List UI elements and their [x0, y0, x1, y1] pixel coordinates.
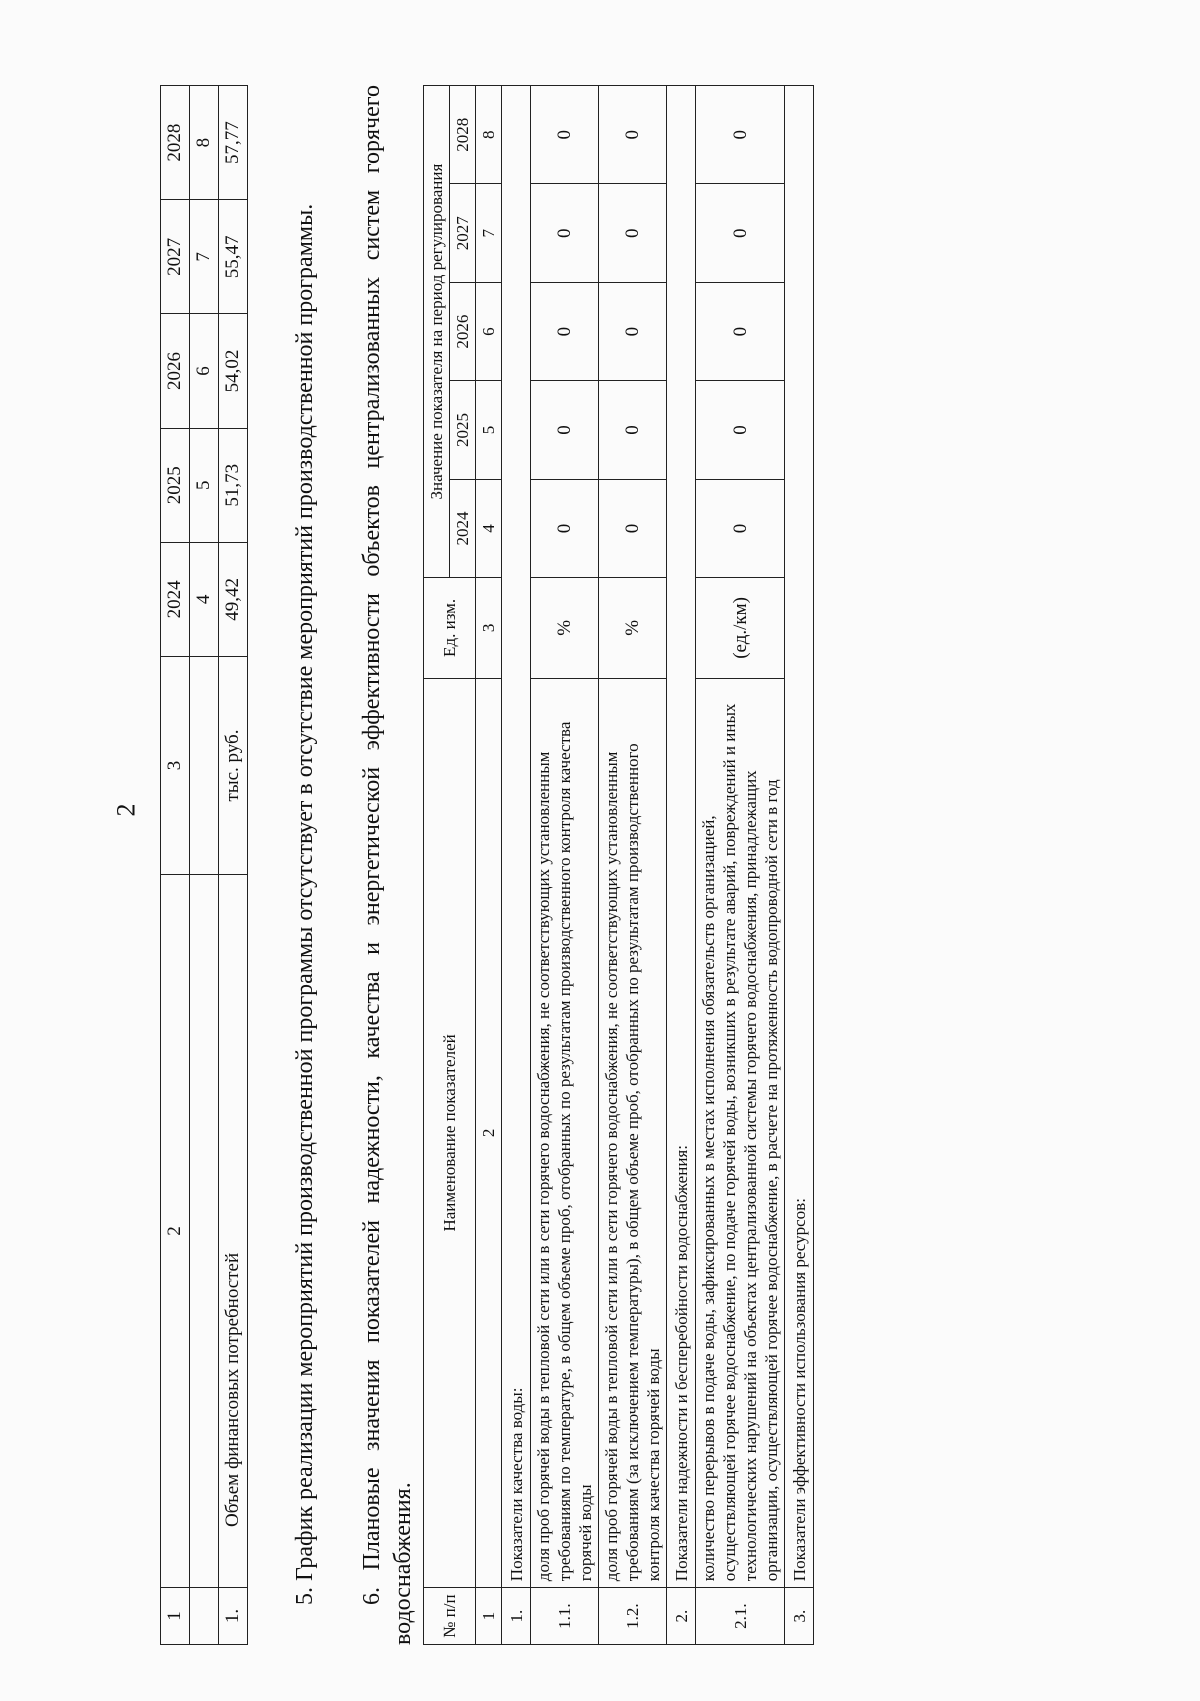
indicator-value: 0	[599, 184, 667, 282]
index-cell: 4	[476, 479, 502, 577]
table-row	[531, 86, 599, 1645]
index-cell: 8	[476, 86, 502, 184]
header-year: 2026	[450, 282, 476, 380]
table-header-row	[424, 86, 450, 1645]
row-value: 55,47	[219, 200, 248, 314]
row-name: Объем финансовых потребностей	[219, 875, 248, 1588]
row-number: 1.	[502, 1588, 531, 1645]
table-row	[696, 86, 785, 1645]
section-6-paragraph: 6. Плановые значения показателей надежности, качества и энергетической эффективности объектов централизованных систем горячего водоснабжения.	[359, 85, 416, 1645]
indicator-name: доля проб горячей воды в тепловой сети или в сети горячего водоснабжения, не соответствующих установленным требованиям (за исключением температуры), в общем объеме проб, отобранных по результатам производственного контроля качества горячей воды	[599, 678, 667, 1588]
row-number: 1.	[219, 1588, 248, 1645]
page-number: 2	[111, 803, 141, 817]
row-number: 3.	[785, 1588, 814, 1645]
indicator-value: 0	[696, 184, 785, 282]
indicator-unit: %	[599, 578, 667, 678]
row-value: 57,77	[219, 86, 248, 200]
header-cell: 2026	[161, 314, 190, 428]
indicator-value: 0	[531, 381, 599, 479]
indicator-value: 0	[531, 86, 599, 184]
index-cell: 6	[190, 314, 219, 428]
row-number: 1.1.	[531, 1588, 599, 1645]
row-number: 2.	[667, 1588, 696, 1645]
indicator-unit: %	[531, 578, 599, 678]
header-num: № п/п	[424, 1588, 476, 1645]
finance-table	[160, 85, 248, 1645]
indicator-value: 0	[599, 381, 667, 479]
index-cell: 6	[476, 282, 502, 380]
header-cell: 2027	[161, 200, 190, 314]
row-number: 2.1.	[696, 1588, 785, 1645]
header-unit: Ед. изм.	[424, 578, 476, 678]
index-cell: 5	[190, 428, 219, 542]
index-cell: 1	[476, 1588, 502, 1645]
table-index-row	[476, 86, 502, 1645]
header-cell: 2028	[161, 86, 190, 200]
section-title: Показатели надежности и бесперебойности водоснабжения:	[667, 86, 696, 1588]
row-value: 51,73	[219, 428, 248, 542]
header-cell: 1	[161, 1588, 190, 1645]
table-index-row	[190, 86, 219, 1645]
index-cell	[190, 657, 219, 875]
indicator-value: 0	[531, 184, 599, 282]
header-cell: 2024	[161, 542, 190, 656]
indicator-name: количество перерывов в подаче воды, зафиксированных в местах исполнения обязательств организацией, осуществляющей горячее водоснабжение, по подаче горячей воды, возникших в результате аварий, повреждений и иных технологических нарушений на объектах централизованной системы горячего водоснабжения, принадлежащих организации, осуществляющей горячее водоснабжение, в расчете на протяженность водопроводной сети в год	[696, 678, 785, 1588]
row-value: 49,42	[219, 542, 248, 656]
row-value: 54,02	[219, 314, 248, 428]
row-unit: тыс. руб.	[219, 657, 248, 875]
row-number: 1.2.	[599, 1588, 667, 1645]
table-header-row	[161, 86, 190, 1645]
index-cell: 5	[476, 381, 502, 479]
rotated-content	[160, 85, 1160, 1645]
header-year: 2024	[450, 479, 476, 577]
indicator-value: 0	[696, 86, 785, 184]
index-cell: 7	[190, 200, 219, 314]
index-cell: 2	[476, 678, 502, 1588]
indicator-value: 0	[531, 479, 599, 577]
index-cell: 3	[476, 578, 502, 678]
index-cell: 7	[476, 184, 502, 282]
indicator-value: 0	[599, 479, 667, 577]
table-row	[219, 86, 248, 1645]
indicator-value: 0	[599, 86, 667, 184]
section-5-paragraph: 5. График реализации мероприятий производственной программы отсутствует в отсутствие мероприятий производственной программы.	[292, 203, 318, 1605]
indicators-table	[423, 85, 814, 1645]
header-year: 2028	[450, 86, 476, 184]
section-row	[785, 86, 814, 1645]
index-cell: 8	[190, 86, 219, 200]
header-cell: 3	[161, 657, 190, 875]
header-period: Значение показателя на период регулирования	[424, 86, 450, 578]
index-cell: 4	[190, 542, 219, 656]
indicator-value: 0	[696, 479, 785, 577]
header-year: 2025	[450, 381, 476, 479]
indicator-value: 0	[696, 381, 785, 479]
section-row	[667, 86, 696, 1645]
header-cell: 2	[161, 875, 190, 1588]
indicator-value: 0	[696, 282, 785, 380]
section-title: Показатели эффективности использования ресурсов:	[785, 86, 814, 1588]
indicator-unit: (ед./км)	[696, 578, 785, 678]
indicator-value: 0	[599, 282, 667, 380]
indicator-value: 0	[531, 282, 599, 380]
header-year: 2027	[450, 184, 476, 282]
header-name: Наименование показателей	[424, 678, 476, 1588]
header-cell: 2025	[161, 428, 190, 542]
indicator-name: доля проб горячей воды в тепловой сети или в сети горячего водоснабжения, не соответствующих установленным требованиям по температуре, в общем объеме проб, отобранных по результатам производственного контроля качества горячей воды	[531, 678, 599, 1588]
table-row	[599, 86, 667, 1645]
section-row	[502, 86, 531, 1645]
index-cell	[190, 1588, 219, 1645]
index-cell	[190, 875, 219, 1588]
section-title: Показатели качества воды:	[502, 86, 531, 1588]
